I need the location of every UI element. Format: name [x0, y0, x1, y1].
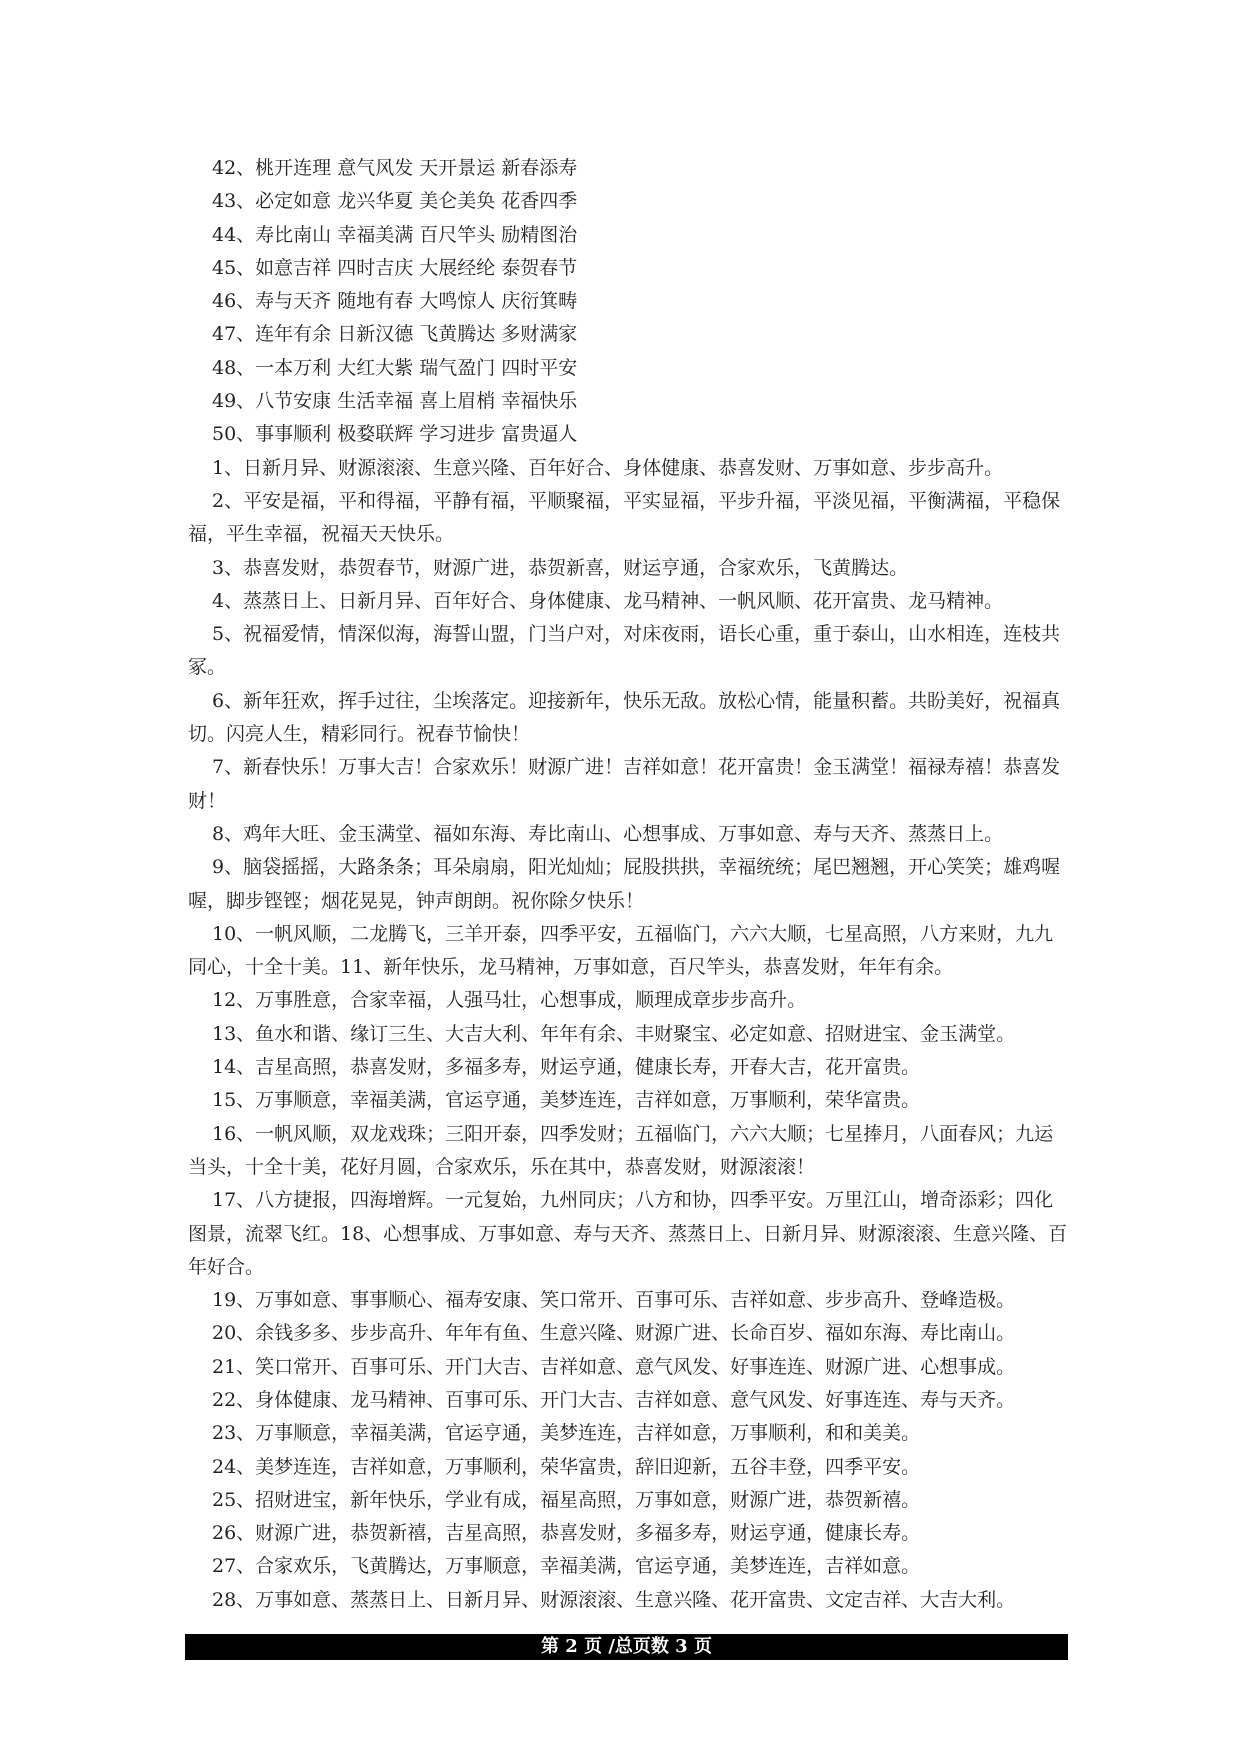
blessing-line: 49、八节安康 生活幸福 喜上眉梢 幸福快乐 — [212, 390, 578, 413]
blessing-paragraph: 16、一帆风顺，双龙戏珠；三阳开泰，四季发财；五福临门，六六大顺；七星捧月，八面春风；九运当头，十全十美，花好月圆，合家欢乐，乐在其中，恭喜发财，财源滚滚！ — [188, 1122, 1054, 1178]
blessing-paragraph: 9、脑袋摇摇，大路条条；耳朵扇扇，阳光灿灿；屁股拱拱，幸福统统；尾巴翘翘，开心笑笑；雄鸡喔喔，脚步铿铿；烟花晃晃，钟声朗朗。祝你除夕快乐！ — [188, 856, 1061, 912]
blessing-line: 46、寿与天齐 随地有春 大鸣惊人 庆衍箕畴 — [212, 290, 578, 313]
blessing-paragraph: 27、合家欢乐，飞黄腾达，万事顺意，幸福美满，官运亨通，美梦连连，吉祥如意。 — [212, 1555, 921, 1578]
blessing-paragraph: 3、恭喜发财，恭贺春节，财源广进，恭贺新喜，财运亨通，合家欢乐，飞黄腾达。 — [212, 556, 909, 579]
blessing-paragraph: 28、万事如意、蒸蒸日上、日新月异、财源滚滚、生意兴隆、花开富贵、文定吉祥、大吉大利。 — [212, 1588, 1016, 1611]
blessing-paragraph: 26、财源广进，恭贺新禧，吉星高照，恭喜发财，多福多寿，财运亨通，健康长寿。 — [212, 1522, 921, 1545]
document-body — [188, 152, 1068, 1617]
blessing-paragraph: 8、鸡年大旺、金玉满堂、福如东海、寿比南山、心想事成、万事如意、寿与天齐、蒸蒸日上。 — [212, 822, 1004, 845]
page-number-text: 第 2 页 /总页数 3 页 — [541, 1636, 712, 1657]
blessing-line: 48、一本万利 大红大紫 瑞气盈门 四时平安 — [212, 356, 578, 379]
blessing-paragraph: 13、鱼水和谐、缘订三生、大吉大利、年年有余、丰财聚宝、必定如意、招财进宝、金玉满堂。 — [212, 1022, 1016, 1045]
blessing-paragraph: 7、新春快乐！万事大吉！合家欢乐！财源广进！吉祥如意！花开富贵！金玉满堂！福禄寿禧！恭喜发财！ — [188, 756, 1061, 812]
blessing-line: 44、寿比南山 幸福美满 百尺竿头 励精图治 — [212, 223, 578, 246]
page-footer — [185, 1634, 1068, 1660]
blessing-paragraph: 5、祝福爱情，情深似海，海誓山盟，门当户对，对床夜雨，语长心重，重于泰山，山水相连，连枝共冢。 — [188, 623, 1061, 679]
blessing-paragraph: 20、余钱多多、步步高升、年年有鱼、生意兴隆、财源广进、长命百岁、福如东海、寿比南山。 — [212, 1322, 1016, 1345]
blessing-paragraph: 4、蒸蒸日上、日新月异、百年好合、身体健康、龙马精神、一帆风顺、花开富贵、龙马精神。 — [212, 589, 1004, 612]
blessing-line: 43、必定如意 龙兴华夏 美仑美奂 花香四季 — [212, 190, 578, 213]
blessing-line: 42、桃开连理 意气风发 天开景运 新春添寿 — [212, 157, 578, 179]
blessing-paragraph: 17、八方捷报，四海增辉。一元复始，九州同庆；八方和协，四季平安。万里江山，增奇添彩；四化图景，流翠飞红。18、心想事成、万事如意、寿与天齐、蒸蒸日上、日新月异、财源滚滚、生意兴隆、百年好合。 — [188, 1189, 1068, 1278]
blessing-paragraph: 24、美梦连连，吉祥如意，万事顺利，荣华富贵，辞旧迎新，五谷丰登，四季平安。 — [212, 1455, 921, 1478]
blessing-paragraph: 12、万事胜意，合家幸福，人强马壮，心想事成，顺理成章步步高升。 — [212, 989, 807, 1012]
blessing-paragraph: 15、万事顺意，幸福美满，官运亨通，美梦连连，吉祥如意，万事顺利，荣华富贵。 — [212, 1089, 921, 1112]
blessing-paragraph: 6、新年狂欢，挥手过往，尘埃落定。迎接新年，快乐无敌。放松心情，能量积蓄。共盼美好，祝福真切。闪亮人生，精彩同行。祝春节愉快！ — [188, 689, 1061, 746]
blessing-paragraph: 25、招财进宝，新年快乐，学业有成，福星高照，万事如意，财源广进，恭贺新禧。 — [212, 1488, 921, 1511]
blessing-line: 47、连年有余 日新汉德 飞黄腾达 多财满家 — [212, 323, 578, 346]
blessing-paragraph: 19、万事如意、事事顺心、福寿安康、笑口常开、百事可乐、吉祥如意、步步高升、登峰造极。 — [212, 1289, 1016, 1312]
blessing-paragraph: 14、吉星高照，恭喜发财，多福多寿，财运亨通，健康长寿，开春大吉，花开富贵。 — [212, 1056, 921, 1079]
blessing-paragraph: 1、日新月异、财源滚滚、生意兴隆、百年好合、身体健康、恭喜发财、万事如意、步步高升。 — [212, 456, 1004, 479]
blessing-paragraph: 22、身体健康、龙马精神、百事可乐、开门大吉、吉祥如意、意气风发、好事连连、寿与天齐。 — [212, 1388, 1016, 1411]
blessing-paragraph: 2、平安是福，平和得福，平静有福，平顺聚福，平实显福，平步升福，平淡见福，平衡满福，平稳保福，平生幸福，祝福天天快乐。 — [188, 489, 1061, 546]
blessing-paragraph: 21、笑口常开、百事可乐、开门大吉、吉祥如意、意气风发、好事连连、财源广进、心想事成。 — [212, 1355, 1016, 1378]
blessing-line: 45、如意吉祥 四时吉庆 大展经纶 泰贺春节 — [212, 256, 578, 279]
blessing-paragraph: 10、一帆风顺，二龙腾飞，三羊开泰，四季平安，五福临门，六六大顺，七星高照，八方来财，九九同心，十全十美。11、新年快乐，龙马精神，万事如意，百尺竿头，恭喜发财，年年有余。 — [188, 922, 1054, 979]
blessing-line: 50、事事顺利 极婺联辉 学习进步 富贵逼人 — [212, 423, 578, 446]
blessing-paragraph: 23、万事顺意，幸福美满，官运亨通，美梦连连，吉祥如意，万事顺利，和和美美。 — [212, 1422, 921, 1445]
